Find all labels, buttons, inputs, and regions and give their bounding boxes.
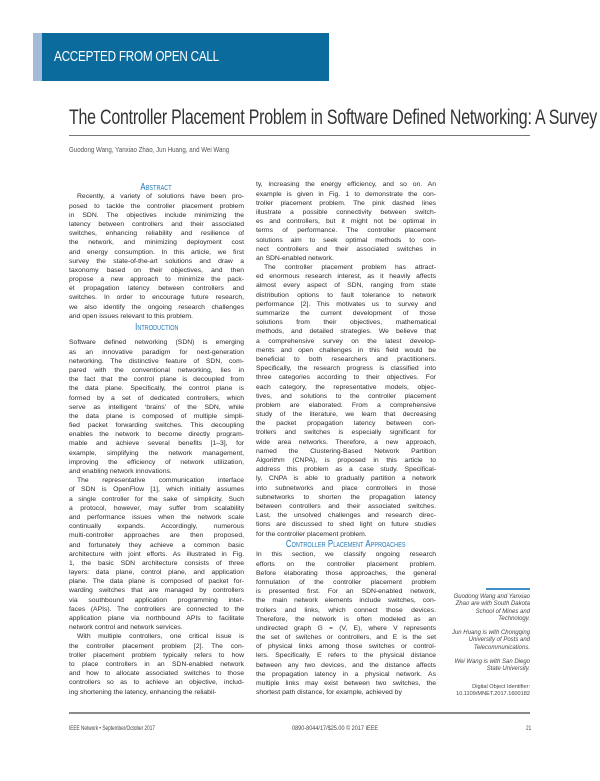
text-line: terms of performance. The controller placement (256, 227, 436, 235)
text-line: undirected graph G = (V, E), where V represents (256, 624, 436, 632)
approaches-heading-text: Controller Placement Approaches (286, 539, 406, 550)
affiliation-note (432, 630, 530, 652)
text-line: the data plane is composed of multiple simpli- (69, 412, 244, 420)
sidenote-divider (486, 588, 530, 590)
text-line: trollers and switches is especially significant for (256, 429, 436, 437)
affiliation-note (432, 659, 530, 674)
text-line: study of the literature, we learn that decreasing (256, 411, 436, 419)
text-line: network control and network services. (69, 624, 183, 632)
text-line: multiple links may exist between two switches, the (256, 680, 436, 688)
text-line: and enabling network innovations. (69, 468, 172, 476)
text-line: With multiple controllers, one critical issue is (77, 633, 244, 641)
text-line: Guodong Wang and Yanxiao (453, 594, 530, 600)
text-line: formulation of the controller placement problem (256, 578, 436, 586)
text-line: ments and open challenges in this field would be (256, 346, 436, 354)
text-line: 10.1109/MNET.2017.1600182 (456, 691, 530, 698)
text-line: three categories according to their objectives. For (256, 374, 436, 382)
text-line: wide area networks. Therefore, a new approach, (256, 438, 436, 446)
text-line: taxonomy based on their objectives, and then (69, 266, 244, 274)
text-line: es and controllers, but it might not be optimal in (256, 218, 436, 226)
text-line: serve as intelligent ‘brains’ of the SDN, while (69, 403, 244, 411)
paragraph (69, 338, 244, 476)
text-line: each category, the representative models, objec- (256, 383, 436, 391)
text-line: Recently, a variety of solutions have been pro- (77, 193, 244, 201)
text-line: named the Clustering-Based Network Partition (256, 447, 436, 455)
text-line: shortest path distance, for example, achieved by (256, 689, 402, 697)
text-line: Jun Huang is with Chongqing (451, 630, 530, 636)
text-line: Technology. (498, 616, 530, 623)
text-line: into subnetworks and place controllers in those (256, 484, 436, 492)
text-line: pared with the conventional networking, lies in (69, 366, 244, 374)
text-line: via southbound application programming inter- (69, 596, 244, 604)
abstract-heading-text: Abstract (140, 182, 173, 193)
text-line: example is given in Fig. 1 to demonstrate the con- (256, 190, 436, 198)
footer-copyright: 0890-8044/17/$25.00 © 2017 IEEE (292, 725, 379, 732)
text-line: Wei Wang is with San Diego (454, 659, 530, 665)
footer-divider (69, 712, 530, 714)
text-line: University of Posts and (468, 637, 530, 644)
text-line: survey the state-of-the-art solutions and draw a (69, 257, 244, 265)
affiliation-note (432, 594, 530, 624)
text-line: multi-controller approaches are then proposed, (69, 532, 244, 540)
paragraph (69, 632, 244, 696)
text-line: in SDN. The objectives include minimizing the (69, 211, 244, 219)
text-line: ly, CNPA is able to gradually partition a network (256, 475, 436, 483)
text-line: School of Mines and (475, 608, 530, 615)
doi-note (432, 684, 530, 699)
abstract-heading (69, 182, 244, 193)
text-line: efforts on the controller placement problem. (256, 560, 436, 568)
paragraph (256, 263, 436, 539)
text-line: nect controllers and their associated switches in (256, 245, 436, 253)
text-line: tions are discussed to shed light on future studies (256, 521, 436, 529)
text-line: an SDN-enabled network. (256, 254, 334, 262)
text-line: and performance issues when the network scale (69, 513, 244, 521)
text-line: In this section, we classify ongoing research (256, 551, 436, 559)
article-title: The Controller Placement Problem in Software Defined Networking: A Survey (69, 106, 598, 129)
text-line: and open issues relevant to this problem. (69, 312, 193, 320)
text-line: warding switches that are managed by controllers (69, 587, 244, 595)
text-line: ty, increasing the energy efficiency, and so on. An (256, 181, 436, 189)
text-line: The controller placement problem has attract- (264, 264, 436, 272)
text-line: distribution options to fault tolerance to network (256, 291, 436, 299)
text-line: mable and achieve several benefits [1–3], for (69, 440, 244, 448)
text-line: summarize the current development of those (256, 310, 436, 318)
text-line: almost every aspect of SDN, ranging from state (256, 282, 436, 290)
text-line: Before elaborating those approaches, the general (256, 569, 436, 577)
text-line: Specifically, the research progress is classified into (256, 365, 436, 373)
section-banner-stripe (33, 33, 42, 81)
text-line: enables the network to become directly program- (69, 431, 244, 439)
text-line: controllers so as to achieve an objective, includ- (69, 679, 244, 687)
text-line: between any two devices, and the distance affects (256, 661, 436, 669)
paragraph (256, 550, 436, 697)
text-line: Telecommunications. (473, 644, 530, 651)
text-line: and how to allocate associated switches to those (69, 670, 244, 678)
paragraph (69, 476, 244, 632)
text-line: the set of switches or controllers, and E is the set (256, 634, 436, 642)
text-line: for the controller placement problem. (256, 530, 367, 538)
text-line: The representative communication interface (77, 477, 244, 485)
text-line: plane. The data plane is composed of packet for- (69, 578, 244, 586)
approaches-body (256, 550, 436, 697)
text-line: example, simplifying the network management, (69, 449, 244, 457)
text-line: the packet propagation latency between con- (256, 420, 436, 428)
title-divider (69, 135, 530, 136)
introduction-body-left (69, 338, 244, 696)
text-line: continually expands. Accordingly, numerous (69, 523, 244, 531)
text-line: formed by a set of dedicated controllers, which (69, 394, 244, 402)
text-line: trollers and links, which connect those devices. (256, 606, 436, 614)
text-line: and energy consumption. In this article, we first (69, 248, 244, 256)
text-line: latency between controllers and their associated (69, 220, 244, 228)
text-line: the controller placement problem [2]. The con- (69, 642, 244, 650)
introduction-heading (69, 322, 244, 333)
text-line: troller placement problem typically refers to how (69, 651, 244, 659)
text-line: switches. In order to encourage future research, (69, 294, 244, 302)
text-line: address this problem as a case study. Specifical- (256, 466, 436, 474)
footer-journal: IEEE Network • September/October 2017 (69, 725, 155, 732)
text-line: improving the efficiency of network utilization, (69, 458, 244, 466)
text-line: of SDN is OpenFlow [1], which initially assumes (69, 486, 244, 494)
text-line: Therefore, the network is often modeled as an (256, 615, 436, 623)
text-line: faces (APIs). The controllers are connected to the (69, 605, 244, 613)
text-line: Algorithm (CNPA), is proposed in this article to (256, 457, 436, 465)
text-line: the data plane. Specifically, the control plane is (69, 385, 244, 393)
text-line: layers: data plane, control plane, and application (69, 569, 244, 577)
text-line: architecture with joint efforts. As illustrated in Fig. (69, 550, 244, 558)
text-line: State University. (486, 666, 530, 673)
text-line: the propagation latency in a physical network. As (256, 670, 436, 678)
text-line: Software defined networking (SDN) is emerging (69, 339, 244, 347)
text-line: and fortunately they achieve a common basic (69, 541, 244, 549)
section-banner-label: ACCEPTED FROM OPEN CALL (54, 48, 219, 65)
approaches-heading (256, 539, 436, 550)
text-line: propose a new approach to minimize the pack- (69, 276, 244, 284)
paragraph (256, 180, 436, 263)
text-line: we also identify the ongoing research challenges (69, 303, 244, 311)
text-line: application plane via northbound APIs to facilitate (69, 615, 244, 623)
text-line: ed enormous research interest, as it heavily affects (256, 273, 436, 281)
text-line: between controllers and their associated switches. (256, 502, 436, 510)
text-line: as an innovative paradigm for next-generation (69, 348, 244, 356)
text-line: 1, the basic SDN architecture consists of three (69, 559, 244, 567)
text-line: et propagation latency between controllers and (69, 285, 244, 293)
text-line: fied packet forwarding switches. This decoupling (69, 422, 244, 430)
text-line: tives, and solutions to the controller placement (256, 392, 436, 400)
text-line: methods, and detailed strategies. We believe that (256, 328, 436, 336)
text-line: posed to tackle the controller placement problem (69, 202, 244, 210)
text-line: ing shortening the latency, enhancing the reliabil- (69, 688, 217, 696)
text-line: beneficial to both researchers and practitioners. (256, 355, 436, 363)
text-line: performance [2]. This motivates us to survey and (256, 300, 436, 308)
text-line: Last, the unsolved challenges and research direc- (256, 512, 436, 520)
text-line: Zhao are with South Dakota (455, 601, 530, 608)
text-line: the main network elements include switches, con- (256, 597, 436, 605)
text-line: illustrate a possible connectivity between switch- (256, 208, 436, 216)
abstract-body (69, 192, 244, 321)
page-number: 21 (525, 725, 531, 732)
text-line: subnetworks to shorten the propagation latency (256, 493, 436, 501)
text-line: lers. Specifically, E refers to the physical distance (256, 652, 436, 660)
text-line: a protocol, however, may suffer from scalability (69, 504, 244, 512)
paragraph (69, 192, 244, 321)
text-line: problem are elaborated. From a comprehensive (256, 401, 436, 409)
introduction-body-right (256, 180, 436, 538)
text-line: switches, enhancing reliability and resilience of (69, 230, 244, 238)
text-line: a single controller for the sake of simplicity. Such (69, 495, 244, 503)
text-line: is presented first. For an SDN-enabled network, (256, 588, 436, 596)
text-line: of physical links among those switches or control- (256, 643, 436, 651)
text-line: networking. The distinctive feature of SDN, com- (69, 357, 244, 365)
text-line: the network, and minimizing deployment cost (69, 239, 244, 247)
text-line: Digital Object Identifier: (472, 684, 530, 690)
text-line: solutions from their objectives, mathematical (256, 319, 436, 327)
author-list: Guodong Wang, Yanxiao Zhao, Jun Huang, and Wei Wang (69, 145, 230, 154)
text-line: a comprehensive survey on the latest develop- (256, 337, 436, 345)
text-line: solutions aim to seek optimal methods to con- (256, 236, 436, 244)
text-line: the fact that the control plane is decoupled from (69, 376, 244, 384)
text-line: to place controllers in an SDN-enabled network (69, 660, 244, 668)
introduction-heading-text: Introduction (134, 322, 179, 333)
text-line: troller placement problem. The pink dashed lines (256, 199, 436, 207)
